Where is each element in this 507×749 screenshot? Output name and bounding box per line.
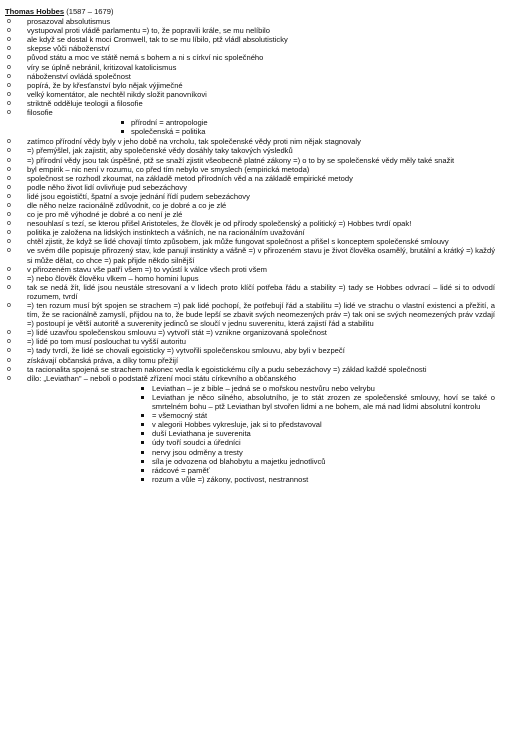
- list-item-text: velký komentátor, ale nechtěl nikdy složit panovníkovi: [27, 89, 207, 99]
- list-item: [5, 346, 495, 355]
- list-item-text: =) tady tvrdí, že lidé se chovali egoisticky =) vytvořili společenskou smlouvu, aby byli v bezpečí: [27, 346, 345, 356]
- sub-list-item: nervy jsou odměny a tresty: [27, 448, 495, 457]
- list-item: [5, 44, 495, 53]
- sub-list-item: společenská = politika: [27, 127, 495, 136]
- list-item-text: nesouhlasí s tezí, se kterou přišel Aristoteles, že člověk je od přírody společenský a politický =) Hobbes tvrdí opak!: [27, 219, 412, 229]
- list-item-text: získávají občanská práva, a díky tomu přežijí: [27, 355, 179, 365]
- list-item: [5, 201, 495, 210]
- list-item: [5, 90, 495, 99]
- list-item-text: v přirozeném stavu vše patří všem =) to vyústí k válce všech proti všem: [27, 264, 267, 274]
- list-item-text: =) ten rozum musí být spojen se strachem =) pak lidé pochopí, že potřebují řád a stabilitu =) lidé ve strachu o vlastní existenci a přežití, a tím, že se racionálně zamyslí, přijdou na to, že bude lepší se zbavit svých neomezených práv =) tak oni se svých neomezených práv vzdají =) postoupí je větší autoritě a suverenity jedinců se sloučí v jednu suverenitu, která zajistí řád a stabilitu: [27, 301, 495, 329]
- list-item-text: =) lidé po tom musí poslouchat tu vyšší autoritu: [27, 337, 186, 347]
- sub-list-item: Leviathan je něco silného, absolutního, je to stát zrozen ze společenské smlouvy, hoví se také o smrtelném bohu – ptž Leviathan byl stvořen lidmi a ne bohem, ale má nad lidmi absolutní kontrolu: [27, 393, 495, 411]
- list-item: [5, 328, 495, 337]
- list-item: [5, 35, 495, 44]
- list-item: [5, 53, 495, 62]
- list-item: [5, 174, 495, 183]
- list-item: [5, 374, 495, 484]
- list-item-text: dle něho nelze racionálně zdůvodnit, co je dobré a co je zlé: [27, 200, 227, 210]
- sub-list: [27, 384, 495, 484]
- list-item-text: zatímco přírodní vědy byly v jeho době na vrcholu, tak společenské vědy proti nim nějak stagnovaly: [27, 137, 361, 147]
- list-item-text: skepse vůči náboženství: [27, 44, 110, 54]
- list-item: [5, 365, 495, 374]
- sub-list-item: Leviathan – je z bible – jedná se o mořskou nestvůru nebo velrybu: [27, 384, 495, 393]
- sub-list-item: duší Leviathana je suverenita: [27, 429, 495, 438]
- notes-list: [5, 17, 495, 484]
- list-item-text: byl empirik – nic není v rozumu, co před tím nebylo ve smyslech (empirická metoda): [27, 164, 310, 174]
- list-item: [5, 108, 495, 136]
- list-item-text: vystupoval proti vládě parlamentu =) to, že popravili krále, se mu nelíbilo: [27, 26, 270, 36]
- list-item-text: ale když se dostal k moci Cromwell, tak to se mu líbilo, ptž vládl absolutisticky: [27, 35, 288, 45]
- document-title: [5, 7, 495, 16]
- sub-list-item: síla je odvozena od blahobytu a majetku jednotlivců: [27, 457, 495, 466]
- list-item-text: striktně odděluje teologii a filosofie: [27, 98, 143, 108]
- list-item-text: =) nebo člověk člověku vlkem – homo homini lupus: [27, 273, 199, 283]
- list-item: [5, 156, 495, 165]
- list-item: [5, 237, 495, 246]
- list-item: [5, 228, 495, 237]
- title-years: (1587 – 1679): [66, 7, 114, 16]
- list-item-text: společnost se rozhodl zkoumat, na základě metod přírodních věd a na základě empirické metody: [27, 173, 353, 183]
- list-item: [5, 192, 495, 201]
- list-item-text: =) přírodní vědy jsou tak úspěšné, ptž se snaží zjistit všeobecně platné zákony =) o to by se společenské vědy měly také snažit: [27, 155, 455, 165]
- list-item: [5, 337, 495, 346]
- list-item: [5, 274, 495, 283]
- sub-list-item: přírodní = antropologie: [27, 118, 495, 127]
- list-item-text: lidé jsou egoističtí, špatní a svoje jednání řídí pudem sebezáchovy: [27, 191, 250, 201]
- sub-list-item: = všemocný stát: [27, 411, 495, 420]
- list-item: [5, 301, 495, 328]
- list-item: [5, 356, 495, 365]
- list-item: [5, 99, 495, 108]
- list-item-text: víry se úplně nebránil, kritizoval katolicismus: [27, 62, 177, 72]
- list-item: [5, 265, 495, 274]
- list-item: [5, 17, 495, 26]
- list-item: [5, 183, 495, 192]
- list-item-text: tak se nedá žít, lidé jsou neustále stresovaní a v lidech proto klíčí potřeba řádu a stability =) tady se Hobbes odvrací – lidé si to odvodí rozumem, tvrdí: [27, 282, 495, 301]
- list-item: [5, 246, 495, 264]
- list-item-text: filosofie: [27, 108, 53, 118]
- list-item-text: prosazoval absolutismus: [27, 17, 111, 27]
- list-item: [5, 210, 495, 219]
- list-item-text: ve svém díle popisuje přirozený stav, kde panují instinkty a vášně =) v přirozeném stavu je život člověka osamělý, brutální a krátký =) každý si může dělat, co chce =) pak přijde někdo silnější: [27, 246, 495, 265]
- list-item: [5, 146, 495, 155]
- list-item: [5, 72, 495, 81]
- title-name: Thomas Hobbes: [5, 7, 65, 16]
- list-item-text: ta racionalita spojená se strachem nakonec vedla k egoistickému cíly a pudu sebezáchovy =) základ každé společnosti: [27, 364, 427, 374]
- sub-list-item: údy tvoří soudci a úředníci: [27, 438, 495, 447]
- list-item: [5, 165, 495, 174]
- list-item-text: =) přemýšlel, jak zajistit, aby společenské vědy dosáhly taky takových výsledků: [27, 146, 293, 156]
- sub-list-item: rozum a vůle =) zákony, poctivost, nestrannost: [27, 475, 495, 484]
- sub-list: [27, 118, 495, 136]
- list-item-text: popírá, že by křesťanství bylo nějak výjimečné: [27, 80, 183, 90]
- sub-list-item: v alegorii Hobbes vykresluje, jak si to představoval: [27, 420, 495, 429]
- list-item: [5, 81, 495, 90]
- list-item: [5, 63, 495, 72]
- list-item-text: co je pro mě výhodné je dobré a co není je zlé: [27, 210, 183, 220]
- list-item: [5, 283, 495, 301]
- list-item-text: podle něho život lidí ovlivňuje pud sebezáchovy: [27, 182, 187, 192]
- list-item-text: původ státu a moc ve státě nemá s bohem a ni s církví nic společného: [27, 53, 264, 63]
- list-item: [5, 219, 495, 228]
- list-item-text: chtěl zjistit, že když se lidé chovají tímto způsobem, jak může fungovat společnost a přišel s konceptem společenské smlouvy: [27, 237, 449, 247]
- list-item-text: =) lidé uzavřou společenskou smlouvu =) vytvoří stát =) vznikne organizovaná společnost: [27, 328, 327, 338]
- list-item-text: politika je založena na lidských instinktech a vášních, ne na racionálním uvažování: [27, 228, 305, 238]
- list-item: [5, 137, 495, 146]
- list-item-text: náboženství ovládá společnost: [27, 71, 131, 81]
- sub-list-item: rádcové = paměť: [27, 466, 495, 475]
- list-item-text: dílo: „Leviathan" – neboli o podstatě zřízení moci státu církevního a občanského: [27, 373, 297, 383]
- list-item: [5, 26, 495, 35]
